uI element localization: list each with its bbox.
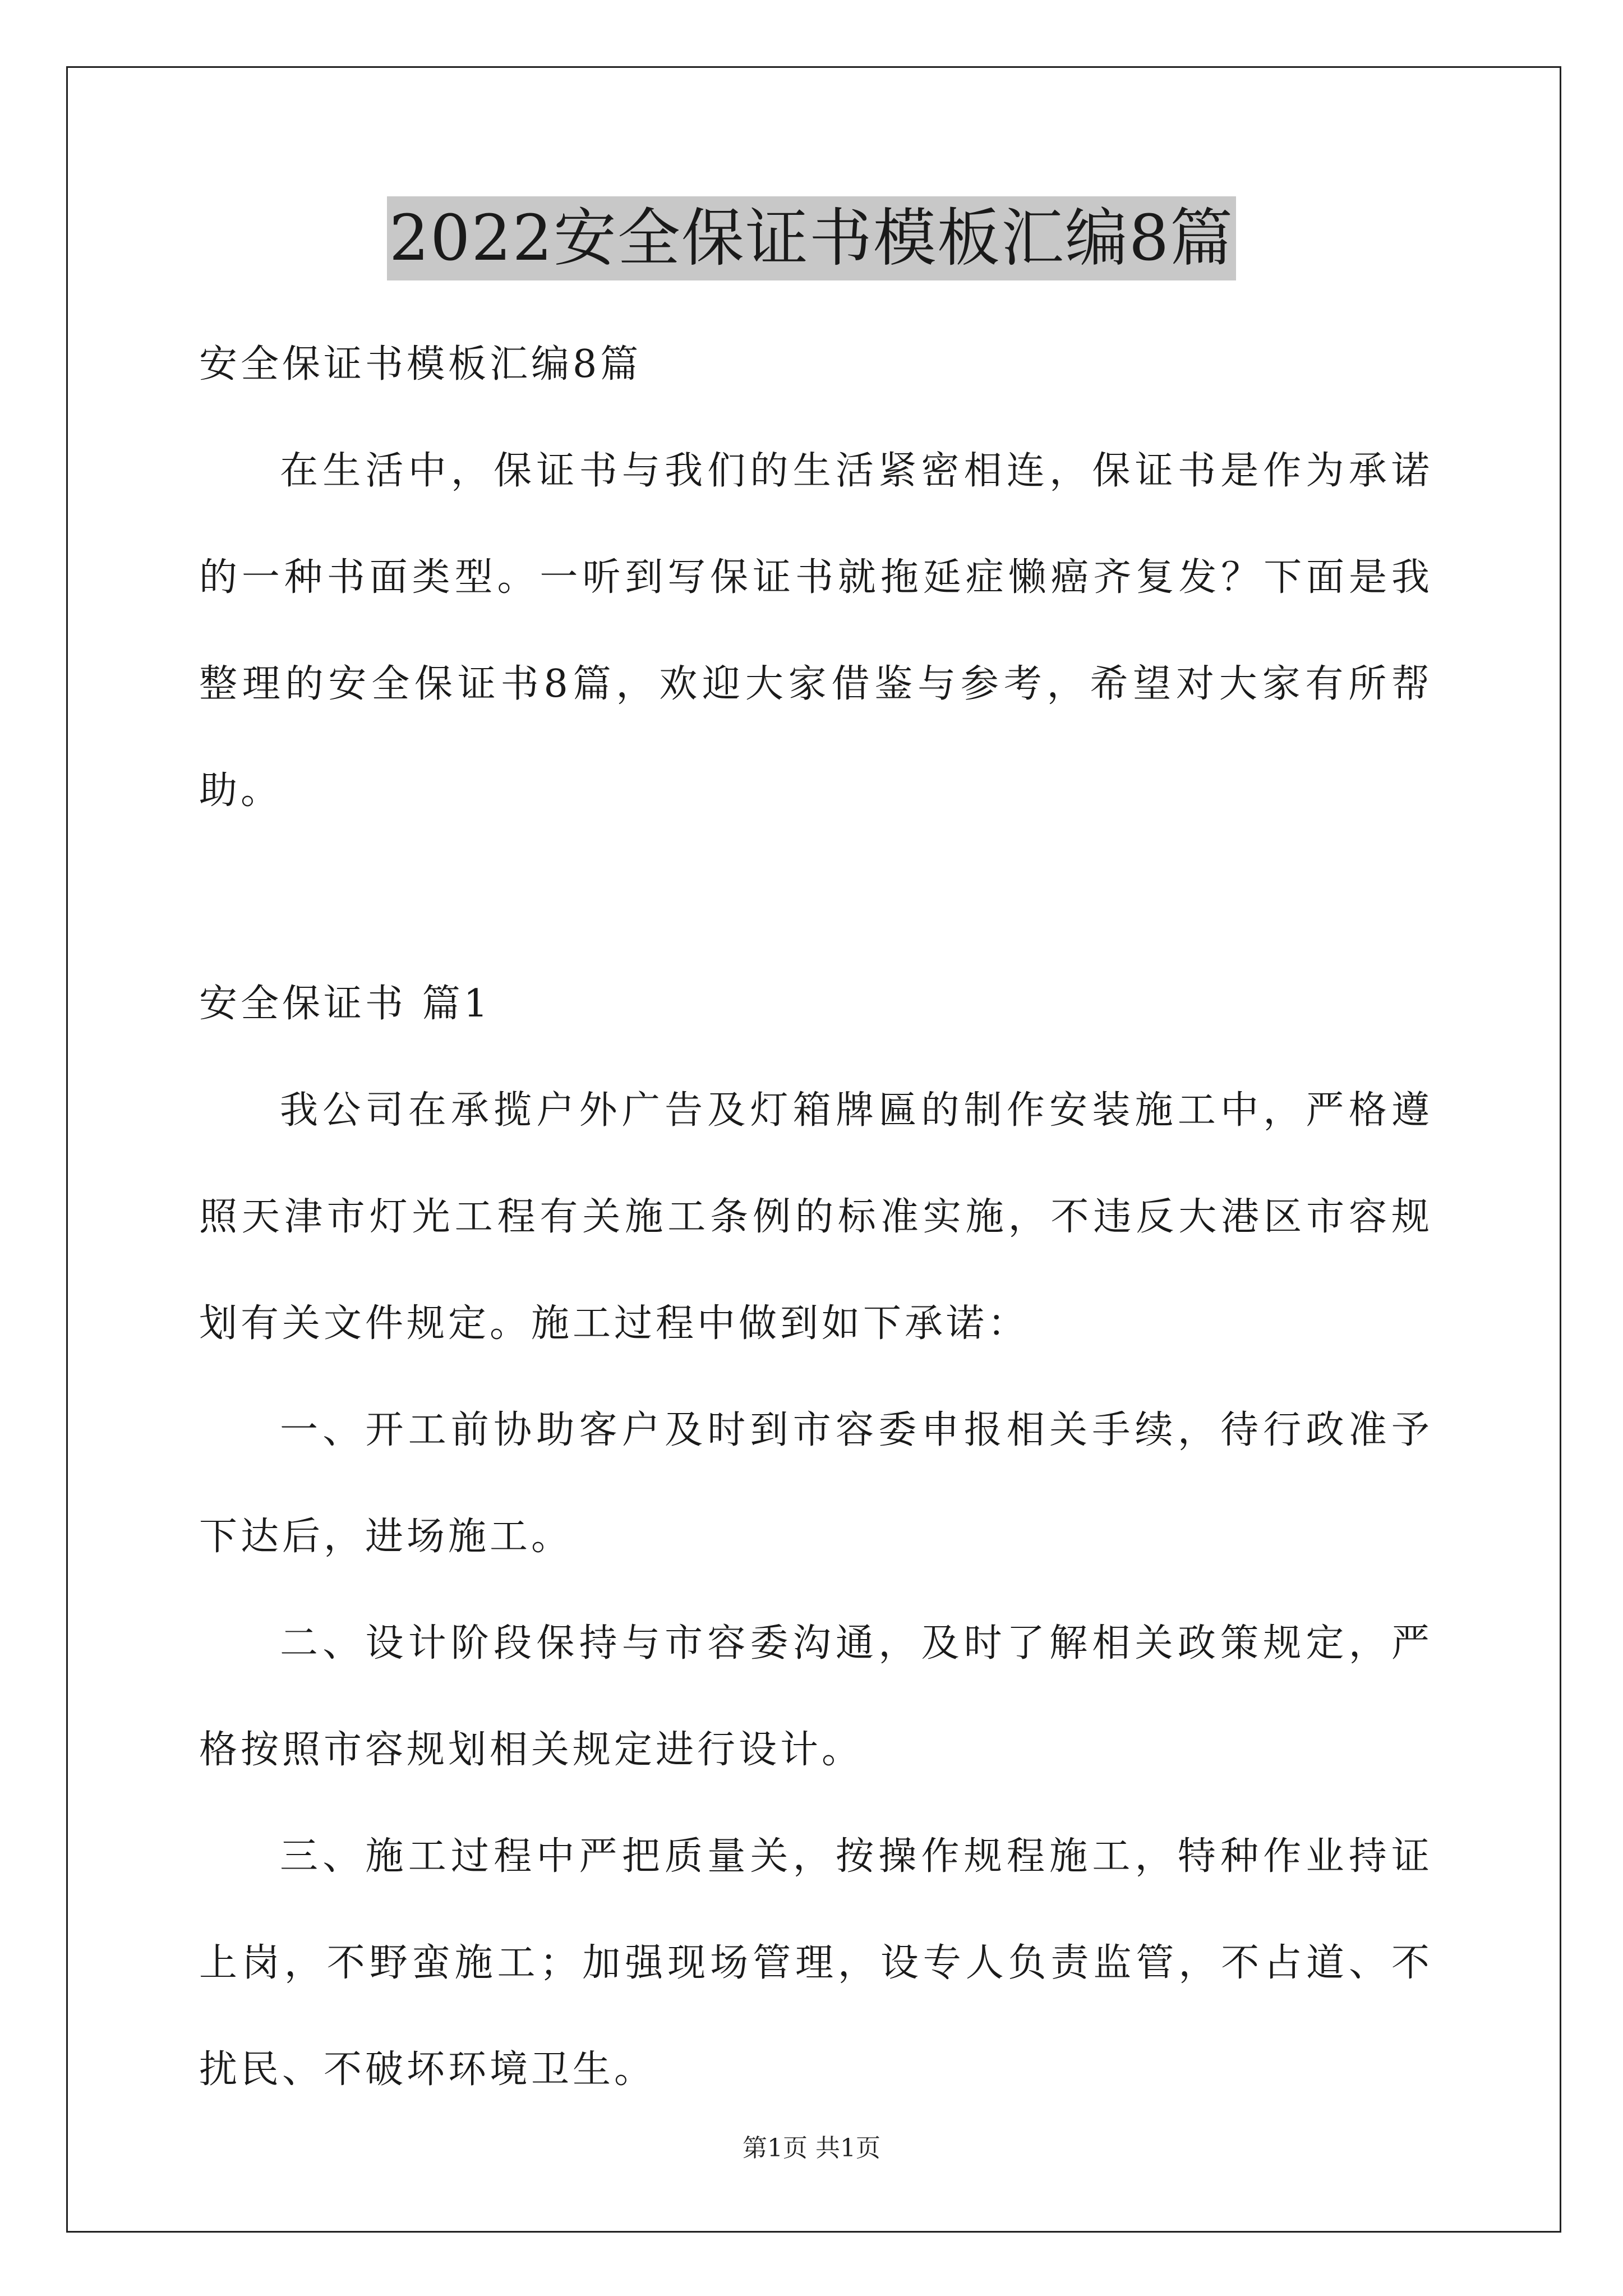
section-heading: 安全保证书 篇1 — [199, 982, 491, 1026]
document-subtitle: 安全保证书模板汇编8篇 — [199, 342, 642, 386]
page-footer: 第1页 共1页 — [743, 2134, 880, 2162]
document-title: 2022安全保证书模板汇编8篇 — [387, 196, 1236, 280]
body-paragraph: 我公司在承揽户外广告及灯箱牌匾的制作安装施工中，严格遵照天津市灯光工程有关施工条例的标准实施，不违反大港区市容规划有关文件规定。施工过程中做到如下承诺： — [199, 1088, 1433, 1346]
document-body — [199, 311, 1433, 2123]
intro-paragraph: 在生活中，保证书与我们的生活紧密相连，保证书是作为承诺的一种书面类型。一听到写保证书就拖延症懒癌齐复发？下面是我整理的安全保证书8篇，欢迎大家借鉴与参考，希望对大家有所帮助。 — [199, 449, 1433, 813]
body-paragraph: 一、开工前协助客户及时到市容委申报相关手续，待行政准予下达后，进场施工。 — [199, 1408, 1433, 1559]
section-gap — [199, 844, 1433, 951]
body-paragraph: 三、施工过程中严把质量关，按操作规程施工，特种作业持证上岗，不野蛮施工；加强现场管理，设专人负责监管，不占道、不扰民、不破坏环境卫生。 — [199, 1834, 1433, 2092]
body-paragraph: 二、设计阶段保持与市容委沟通，及时了解相关政策规定，严格按照市容规划相关规定进行设计。 — [199, 1621, 1433, 1772]
title-wrap — [0, 196, 1623, 280]
